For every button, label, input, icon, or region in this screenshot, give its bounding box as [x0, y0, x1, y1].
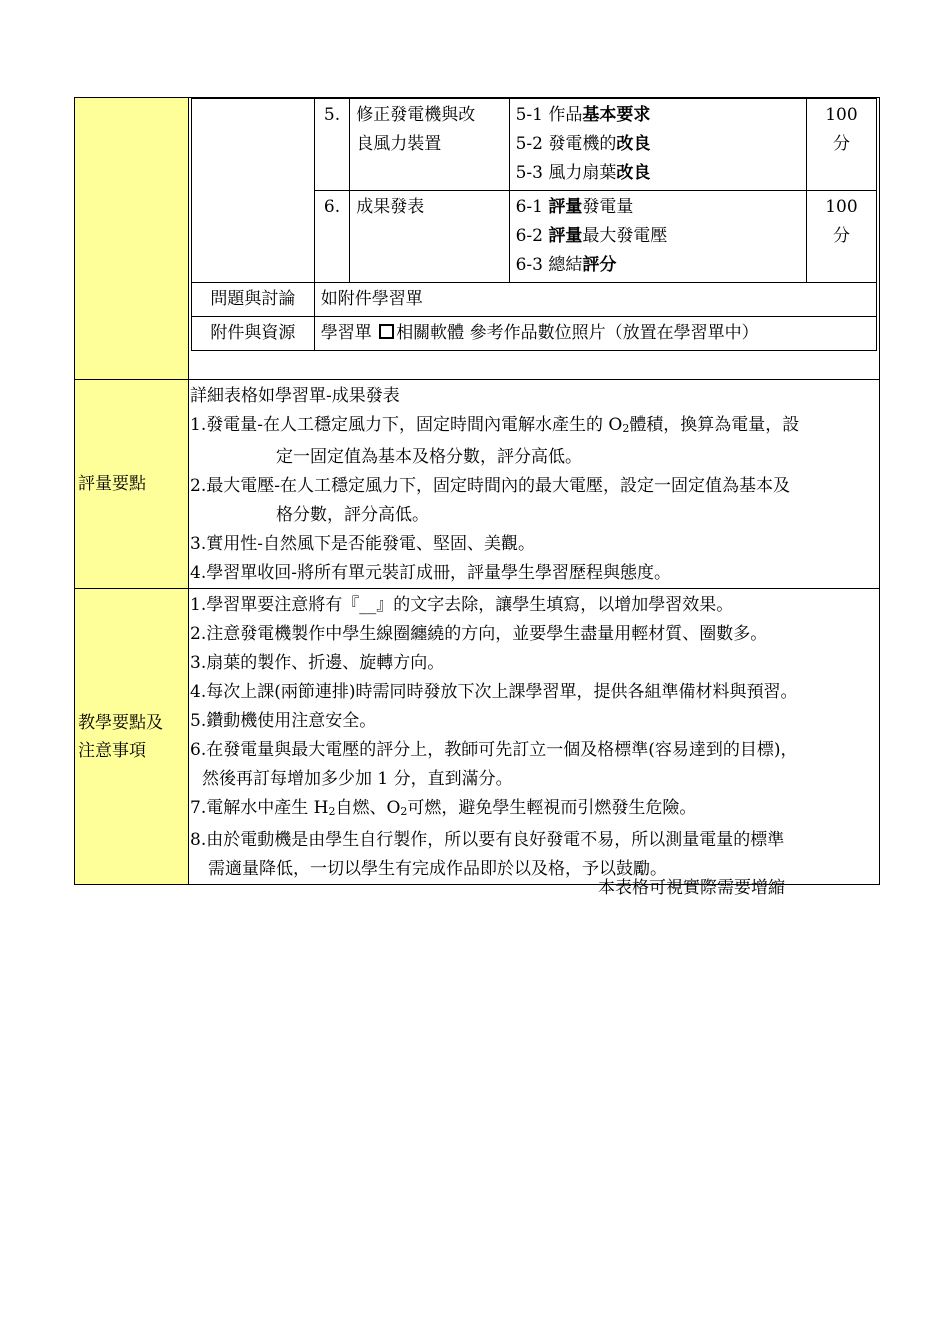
- note-item: 1.學習單要注意將有『__』的文字去除，讓學生填寫，以增加學習效果。: [190, 595, 734, 615]
- activities-label-cell: [75, 98, 189, 380]
- note-item-cont: 然後再訂每增加多少加 1 分，直到滿分。: [202, 769, 513, 789]
- step-item: 5-1 作品基本要求: [515, 105, 651, 125]
- step-blank-cell: [192, 99, 315, 283]
- note-item-cont: 需適量降低，一切以學生有完成作品即於以及格，予以鼓勵。: [208, 859, 667, 879]
- note-item: 2.注意發電機製作中學生線圈纏繞的方向，並要學生盡量用輕材質、圈數多。: [190, 624, 768, 644]
- step-items: [509, 191, 806, 283]
- footnote: 本表格可視實際需要增縮: [598, 878, 785, 898]
- note-item: 6.在發電量與最大電壓的評分上，教師可先訂立一個及格標準(容易達到的目標)，: [190, 740, 798, 760]
- assessment-item: 1.發電量-在人工穩定風力下，固定時間內電解水產生的 $O_2$體積，換算為電量，設: [190, 415, 800, 435]
- discussion-row: [192, 283, 877, 317]
- note-item: 4.每次上課(兩節連排)時需同時發放下次上課學習單，提供各組準備材料與預習。: [190, 682, 798, 702]
- step-number: 6.: [314, 191, 350, 283]
- step-item: 5-3 風力扇葉改良: [515, 163, 651, 183]
- assessment-item: 3.實用性-自然風下是否能發電、堅固、美觀。: [190, 534, 535, 554]
- assessment-item: 2.最大電壓-在人工穩定風力下，固定時間內的最大電壓，設定一固定值為基本及: [190, 476, 790, 496]
- assessment-item: 4.學習單收回-將所有單元裝訂成冊，評量學生學習歷程與態度。: [190, 563, 671, 583]
- assessment-item-cont: 定一固定值為基本及格分數，評分高低。: [276, 447, 582, 467]
- step-score: 100 分: [806, 99, 876, 191]
- step-name: 成果發表: [350, 191, 509, 283]
- activities-content-cell: [189, 98, 880, 380]
- step-item: 5-2 發電機的改良: [515, 134, 651, 154]
- notes-label: 教學要點及 注意事項: [75, 589, 189, 885]
- note-item: 7.電解水中產生 $H_2$自燃、$O_2$可燃，避免學生輕視而引燃發生危險。: [190, 798, 697, 818]
- assessment-item-cont: 格分數，評分高低。: [276, 505, 429, 525]
- step-item: 6-3 總結評分: [515, 255, 617, 275]
- blank-spacer: [189, 351, 879, 379]
- resources-row: [192, 317, 877, 351]
- notes-content: [189, 589, 880, 885]
- note-item: 5.鑽動機使用注意安全。: [190, 711, 377, 731]
- note-item: 8.由於電動機是由學生自行製作，所以要有良好發電不易，所以測量電量的標準: [190, 830, 785, 850]
- assessment-intro: 詳細表格如學習單-成果發表: [190, 386, 400, 406]
- notes-row: [75, 589, 880, 885]
- step-item: 6-2 評量最大發電壓: [515, 226, 668, 246]
- resources-value: 學習單 相關軟體 參考作品數位照片（放置在學習單中）: [314, 317, 876, 351]
- assessment-label: 評量要點: [75, 380, 189, 589]
- step-items: [509, 99, 806, 191]
- discussion-value: 如附件學習單: [314, 283, 876, 317]
- note-item: 3.扇葉的製作、折邊、旋轉方向。: [190, 653, 445, 673]
- step-item: 6-1 評量發電量: [515, 197, 634, 217]
- activities-row: [75, 98, 880, 380]
- discussion-label: 問題與討論: [192, 283, 315, 317]
- assessment-content: [189, 380, 880, 589]
- step-score: 100 分: [806, 191, 876, 283]
- steps-table: [191, 98, 877, 351]
- step-number: 5.: [314, 99, 350, 191]
- assessment-row: [75, 380, 880, 589]
- lesson-plan-page: [74, 97, 879, 885]
- lesson-plan-table: [74, 97, 880, 885]
- checkbox-square-icon: [379, 324, 394, 339]
- resources-label: 附件與資源: [192, 317, 315, 351]
- step-row: [192, 99, 877, 191]
- step-name: 修正發電機與改 良風力裝置: [350, 99, 509, 191]
